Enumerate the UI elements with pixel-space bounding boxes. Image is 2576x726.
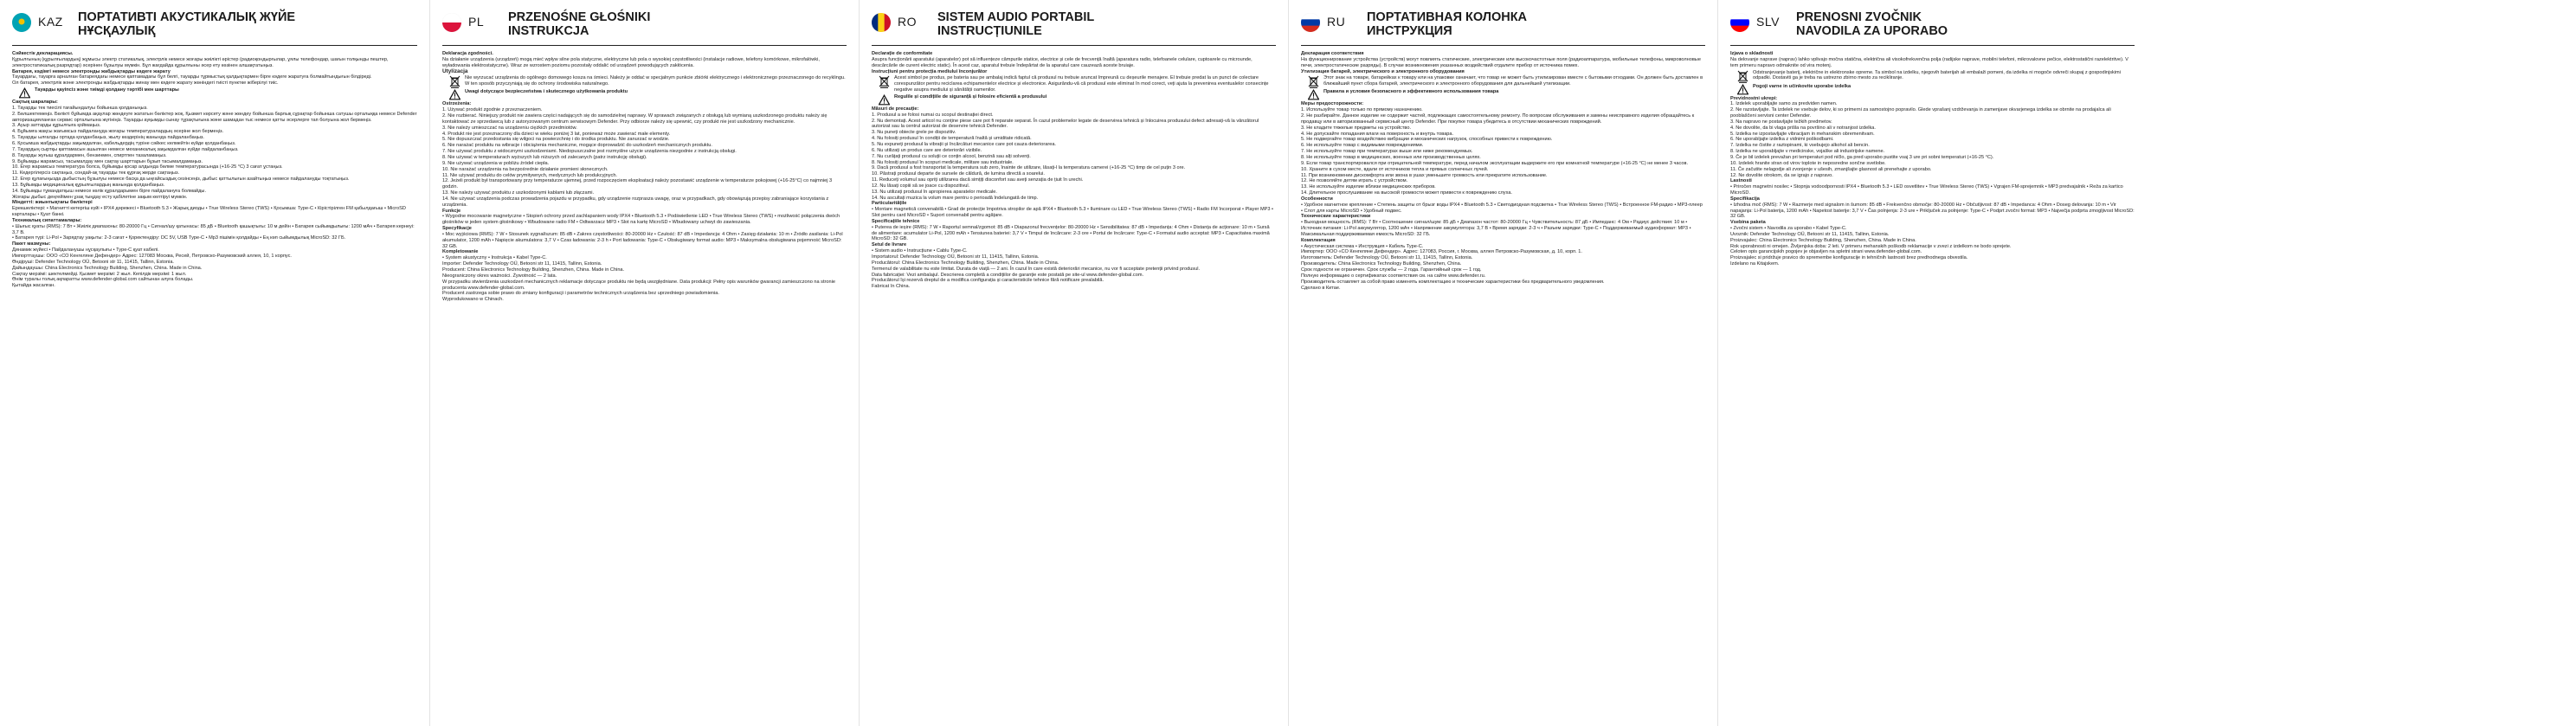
section-heading: Utylizacja	[442, 67, 468, 74]
section-heading: Specifikacija	[1730, 196, 1760, 202]
column-header	[1301, 10, 1705, 46]
flag-badge	[1301, 13, 1320, 32]
section-heading: Funkcje	[442, 208, 461, 214]
warning-icon	[879, 94, 890, 106]
body-paragraph: Динамик жүйесі • Пайдаланушы нұсқаулығы • Type-C қуат кабелі.	[12, 247, 159, 254]
body-paragraph: Ерекшеліктері: • Магнитті көтергіш күйі • IPX4 дәрежесі • Bluetooth 5.3 • Жарық диоды • True Wireless Stereo (TWS) • Қосымша: Type-C • Кірістірілген FM қабылдағыш • MicroSD карталары • Қуат банкі.	[12, 206, 406, 218]
body-paragraph: 4. Produkt nie jest przeznaczony dla dzieci w wieku poniżej 3 lat, ponieważ może zawierać małe elementy.	[442, 131, 671, 137]
disposal-text: Nie wyrzucać urządzenia do ogólnego domowego kosza na śmieci. Należy je oddać w specjalnym punkcie zbiórki elektrycznego i elektronicznego przeznaczonego do recyklingu. W ten sposób przyczyniają się do ochrony środowiska naturalnego.	[465, 75, 846, 87]
body-paragraph: • Zvočni sistem • Navodila za uporabo • Kabel Type-C.	[1730, 226, 1847, 232]
body-paragraph: 4. Ne dovolite, da bi vlaga prišla na površino ali v notranjost izdelka.	[1730, 125, 1876, 131]
warning-icon	[1737, 84, 1748, 95]
body-paragraph: 12. Nu lăsați copiii să se joace cu dispozitivul.	[872, 183, 970, 189]
section-heading: Specificațiile tehnice	[872, 218, 920, 224]
section-heading: Ostrzeżenia:	[442, 101, 472, 107]
language-code: RU	[1327, 15, 1346, 29]
warning-icon	[19, 87, 30, 99]
body-paragraph: 7. Nie używać produktu z widocznymi uszkodzeniami. Niedopuszczalne jest rozmyślne użycie urządzenia niezgodnie z instrukcją obsługi.	[442, 149, 737, 155]
body-paragraph: 5. Izdelka ne izpostavljajte vibracijam in mehanskim obremenitvam.	[1730, 131, 1875, 137]
body-paragraph: • Moc wyjściowa (RMS): 7 W • Stosunek sygnał/szum: 85 dB • Zakres częstotliwości: 80-20000 Hz • Czułość: 87 dB • Impedancja: 4 Ohm • Zasięg działania: 10 m • Źródło zasilania: Li-Pol akumulator, 1200 mAh • Napięcie akumulatora: 3,7 V • Czas ładowania: 2-3 h • Port ładowania: Type-C • Obsługiwany format audio: MP3 • Maksymalna obsługiwana pojemność MicroSD: 32 GB.	[442, 231, 843, 249]
body-paragraph: 13. Не используйте изделие вблизи медицинских приборов.	[1301, 184, 1436, 190]
body-paragraph: 11. Če začutite nelagodje ali zvonjenje v ušesih, zmanjšajte glasnost ali prenehajte z uporabo.	[1730, 166, 1932, 172]
warning-heading: Regulile și condițiile de siguranță și folosire eficientă a produsului	[894, 93, 1047, 100]
body-paragraph: 4. Бұйымға жақсы жағымсыз пайдалануда жоғары температуралардың әсеріне жол бермеңіз.	[12, 129, 224, 135]
body-paragraph: 4. Nu folosiți produsul în condiții de temperatură înaltă și umiditate ridicată.	[872, 136, 1032, 142]
body-paragraph: Тауардағы, тауарға арналған батареядағы немесе қаптамадағы бұл белгі, тауарды тұрмыстық қалдықтармен бірге кәдеге жаратуға болмайтындығын білдіреді.	[12, 74, 372, 80]
crossed-bin-icon	[879, 75, 890, 88]
disposal-row	[1730, 70, 2135, 83]
body-paragraph: Сақтау мерзімі: шектелмейді. Қызмет мерзімі: 2 жыл. Кепілдік мерзімі: 1 жыл.	[12, 271, 187, 277]
body-paragraph: 7. Не используйте товар при температурах выше или ниже рекомендуемых.	[1301, 149, 1473, 155]
body-paragraph: • Шығыс қуаты (RMS): 7 Вт • Жиілік диапазоны: 80-20000 Гц • Сигнал/шу қатынасы: 85 дБ • Bluetooth қашықтығы: 10 м дейін • Батарея сыйымдылығы: 1200 мАч • Батарея кернеуі: 3,7 В.	[12, 223, 415, 235]
crossed-bin-icon	[1737, 70, 1748, 83]
body-paragraph: 6. Ne uporabljajte izdelka z vidnimi poškodbami.	[1730, 137, 1834, 143]
section-heading: Măsuri de precauție:	[872, 106, 919, 112]
body-paragraph: 12. Jeżeli produkt był transportowany przy temperaturze ujemnej, przed rozpoczęciem eksploatacji należy pozostawić urządzenie w temperaturze pokojowej (+16-25°C) co najmniej 3 godzin.	[442, 178, 833, 190]
language-code: KAZ	[38, 15, 63, 29]
language-code: RO	[898, 15, 917, 29]
body-paragraph: 1. Тауарды тек тиесілі тағайындалуы бойынша қолданыңыз.	[12, 105, 148, 111]
body-paragraph: Срок годности не ограничен. Срок службы — 2 года. Гарантийный срок — 1 год.	[1301, 267, 1482, 273]
body-paragraph: Жоғары дыбыс деңгейімен ұзақ тыңдау есту қабілетіне зақым келтіруі мүмкін.	[12, 194, 188, 200]
flag-icon	[442, 13, 461, 32]
warning-icon	[449, 89, 460, 100]
section-heading: Сақтық шаралары:	[12, 100, 58, 106]
body-paragraph: 9. Бұйымды жарамсыз, тасымалдау мен сақтау шарттарын бұзып тасымалдамаңыз.	[12, 158, 203, 164]
body-paragraph: Rok uporabnosti ni omejen. Življenjska doba: 2 leti. V primeru mehanskih poškodb reklamacije v zvezi z izdelkom ne bodo sprejete.	[1730, 243, 2012, 249]
body-paragraph: Producătorul își rezervă dreptul de a modifica configurația și caracteristicile tehnice fără notificare prealabilă.	[872, 278, 1104, 284]
section-heading: Декларация соответствия	[1301, 51, 1364, 56]
body-paragraph: Proizvajalec: China Electronics Technology Building, Shenzhen, China. Made in China.	[1730, 237, 1916, 243]
body-paragraph: 11. Reduceți volumul sau opriți utilizarea dacă simțiți disconfort sau aveți senzația de țiuit în urechi.	[872, 177, 1084, 183]
body-paragraph: • Sistem audio • Instrucțiune • Cablu Type-C.	[872, 248, 968, 254]
body-paragraph: Importatorul: Defender Technology OÜ, Betooni str 11, 11415, Tallinn, Estonia.	[872, 254, 1040, 260]
body-paragraph: 3. Nu puneți obiecte grele pe dispozitiv.	[872, 130, 956, 136]
body-paragraph: 6. Қосымша жабдықтарды зақымдалған, кабельдердің түріне сәйкес келмейтін күйде қолданбаңыз.	[12, 140, 236, 146]
title-block	[1796, 10, 2135, 38]
body-paragraph: 5. Тауарды ылғалды ортада қолданбаңыз, жылу көздерінің жанында пайдаланбаңыз.	[12, 135, 204, 141]
column-body	[442, 51, 847, 303]
section-heading: Instrucțiuni pentru protecția mediului înconjurător	[872, 68, 988, 74]
body-paragraph: Полную информацию о сертификатах соответствия см. на сайте www.defender.ru.	[1301, 273, 1486, 279]
language-column	[429, 0, 859, 726]
column-title: SISTEM AUDIO PORTABIL	[937, 10, 1095, 24]
body-paragraph: 3. Ауыр заттарды құрылғыға қоймаңыз.	[12, 123, 101, 129]
body-paragraph: Producent: China Electronics Technology Building, Shenzhen, China. Made in China.	[442, 267, 625, 273]
column-title: ПОРТАТИВНАЯ КОЛОНКА	[1367, 10, 1528, 24]
disposal-row	[872, 75, 1276, 93]
warning-row	[1301, 89, 1705, 100]
warning-heading: Правила и условия безопасного и эффективного использования товара	[1323, 89, 1499, 95]
language-column	[1288, 0, 1717, 726]
body-paragraph: 2. Не разбирайте. Данное изделие не содержит частей, подлежащих самостоятельному ремонту. По вопросам обслуживания и замены неисправного изделия обращайтесь к продавцу или в авторизованный сервисный центр Defender. При покупке товара убедитесь в отсутствии механических повреждений.	[1301, 113, 1695, 125]
body-paragraph: 11. Nie używać produktu do celów prymitywnych, medycznych lub produkcyjnych.	[442, 172, 617, 178]
body-paragraph: 8. Тауарды жуғыш құралдармен, бензинмен, спиртпен тазаламаңыз.	[12, 152, 167, 158]
column-subtitle: INSTRUKCJA	[508, 24, 589, 38]
body-paragraph: Termenul de valabilitate nu este limitat. Durata de viață — 2 ani. În cazul în care există deteriorări mecanice, nu vor fi acceptate pretenții privind produsul.	[872, 266, 1201, 272]
section-heading: Сәйкестік декларациясы.	[12, 51, 74, 56]
body-paragraph: 8. Не используйте товар в медицинских, военных или производственных целях.	[1301, 154, 1481, 160]
section-heading: Particularitățile	[872, 201, 907, 207]
disposal-row	[1301, 75, 1705, 88]
section-heading: Vsebina paketa	[1730, 220, 1766, 226]
column-body	[1730, 51, 2135, 267]
body-paragraph: Импортер: ООО «СО Кенгеляне Дефендер». Адрес: 127083, Россия, г. Москва, аллея Петровско-Разумовская, д. 10, корп. 1.	[1301, 249, 1582, 255]
language-column	[1717, 0, 2147, 726]
body-paragraph: • Акустическая система • Инструкция • Кабель Type-C.	[1301, 243, 1424, 249]
language-column	[859, 0, 1288, 726]
body-paragraph: 8. Nie używać w temperaturach wyższych lub niższych od zalecanych (patrz instrukcję obsługi).	[442, 154, 647, 160]
column-body	[12, 51, 417, 289]
body-paragraph: Data fabricației: Vezi ambalajul. Descrierea completă a condițiilor de garanție este postată pe site-ul www.defender-global.com.	[872, 272, 1144, 278]
column-header	[12, 10, 417, 46]
warning-row	[1730, 84, 2135, 95]
body-paragraph: 10. Егер жарамсыз температура болса, бұйымды қосар алдында бөлме температурасында (+16-25 °C) 3 сағат ұстаңыз.	[12, 164, 283, 170]
body-paragraph: 8. Izdelka ne uporabljajte v medicinske, vojaške ali industrijske namene.	[1730, 149, 1885, 155]
section-heading: Техникалық сипаттамалары:	[12, 217, 82, 223]
body-paragraph: 13. Nu utilizați produsul în apropierea aparatelor medicale.	[872, 189, 997, 195]
body-paragraph: Производитель оставляет за собой право изменять комплектацию и технические характеристики без предварительного уведомления.	[1301, 279, 1605, 285]
body-paragraph: Сделано в Китае.	[1301, 285, 1341, 291]
body-paragraph: 11. Кедергілерсіз сақтаңыз, сондай-ақ тауарды тек құрғақ жерде сақтаңыз.	[12, 170, 180, 177]
body-paragraph: 2. Nie rozbierać. Niniejszy produkt nie zawiera części nadających się do samodzielnej naprawy. W sprawach związanych z obsługą lub wymianą uszkodzonego produktu należy się kontaktować ze sprzedawcą lub z autoryzowanym centrum serwisowym Defender. Przy odbiorze należy się upewnić, czy produkt nie jest uszkodzony mechanicznie.	[442, 113, 828, 125]
body-paragraph: 6. Nie narażać produktu na wibracje i obciążenia mechaniczne, mogące doprowadzić do uszkodzeń mechanicznych produktu.	[442, 143, 712, 149]
section-heading: Declarație de conformitate	[872, 51, 933, 56]
title-block	[1367, 10, 1705, 38]
body-paragraph: Өнім туралы толық ақпаратты www.defender-global.com сайтынан алуға болады.	[12, 277, 194, 283]
body-paragraph: 2. Бөлшектемеңіз. Бөлікті бұйымда ақаулар жөндеуге жататын бөліктер жоқ. Қызмет көрсету және жөндеу бойынша барлық сұрақтар бойынша сатушы орталыққа немесе Defender авторизацияланған сервис орталығына жүгініңіз. Тауарды ауқымды сынау тұрақтығына және шамадан тыс немесе қатты әсерлерге тап болуына жол бермеңіз.	[12, 111, 417, 123]
body-paragraph: 1. Używać produkt zgodnie z przeznaczeniem.	[442, 107, 543, 113]
body-paragraph: 1. Izdelek uporabljajte samo za predviden namen.	[1730, 101, 1838, 107]
body-paragraph: Izdelano na Kitajskem.	[1730, 261, 1780, 267]
body-paragraph: 7. Тауардың сыртқы қаптамасын ашылған немесе механикалық зақымдалған күйде пайдаланбаңыз.	[12, 146, 239, 152]
section-heading: Пакет мазмұны:	[12, 241, 51, 247]
warning-heading: Тауарды қауіпсіз және тиімді қолдану тәртібі мен шарттары	[35, 87, 179, 93]
body-paragraph: • Выходная мощность (RMS): 7 Вт • Соотношение сигнал/шум: 85 дБ • Диапазон частот: 80-20000 Гц • Чувствительность: 87 дБ • Импеданс: 4 Ом • Радиус действия: 10 м • Источник питания: Li-Pol аккумулятор, 1200 мАч • Напряжение аккумулятора: 3,7 В • Время зарядки: 2-3 ч • Разъем зарядки: Type-C • Поддерживаемый аудиоформат: MP3 • Максимальная поддерживаемая емкость MicroSD: 32 ГБ.	[1301, 220, 1691, 237]
body-paragraph: 10. Nie narażać urządzenia na bezpośrednie działanie promieni słonecznych.	[442, 166, 609, 172]
body-paragraph: 12. Не позволяйте детям играть с устройством.	[1301, 178, 1408, 184]
body-paragraph: 11. При возникновении дискомфорта или звона в ушах уменьшите громкость или прекратите использование.	[1301, 172, 1548, 178]
body-paragraph: 1. Produsul a se folosi numai cu scopul destinației direct.	[872, 112, 994, 118]
warning-icon	[1308, 89, 1319, 100]
body-paragraph: • System akustyczny • Instrukcja • Kabel Type-C.	[442, 255, 547, 261]
body-paragraph: Құрылғының (құрылғылардың) жұмысы электр статикалық, электрлік немесе жоғары жиілікті өрістер (радиоқондырғылар, ұялы телефондар, шағын толқынды пештер, электростатикалық разрядтар) әсерінен бұзылуы мүмкін. Бұл жағдайда құрылғыны әсер ету көзінен алшақтатыңыз.	[12, 56, 389, 68]
body-paragraph: 12. Ne dovolite otrokom, da se igrajo z napravo.	[1730, 172, 1833, 178]
title-block	[508, 10, 847, 38]
body-paragraph: Nieograniczony okres ważności. Żywotność — 2 lata.	[442, 273, 557, 279]
body-paragraph: 7. Izdelka ne čistite z raztopinami, ki vsebujejo alkohol ali bencin.	[1730, 143, 1870, 149]
body-paragraph: • Montare magnetică convenabilă • Grad de protecție împotriva stropilor de apă IPX4 • Bluetooth 5.3 • Iluminare cu LED • True Wireless Stereo (TWS) • Radio FM încorporat • Player MP3 • Slot pentru card MicroSD • Suport convenabil pentru agățare.	[872, 207, 1273, 219]
flag-badge	[12, 13, 31, 32]
body-paragraph: 14. Nu ascultați muzica la volum mare pentru o perioadă îndelungată de timp.	[872, 195, 1039, 201]
body-paragraph: 4. Не допускайте попадания влаги на поверхность и внутрь товара.	[1301, 131, 1454, 137]
body-paragraph: Дайындаушы: China Electronics Technology Building, Shenzhen, China. Made in China.	[12, 265, 203, 271]
body-paragraph: 13. Nie należy używać produktu z uszkodzonymi kablami lub złączami.	[442, 190, 595, 196]
column-title: ПОРТАТИВТІ АКУСТИКАЛЫҚ ЖҮЙЕ	[78, 10, 296, 24]
disposal-text: Acest simbol pe produs, pe bateria sau pe ambalaj indică faptul că produsul nu trebuie aruncat împreună cu deșeurile menajere. El trebuie predat la un punct de colectare corespunzător pentru reciclarea echipamentelor electrice și electronice. Asigurându-vă că produsul este eliminat în mod corect, veți ajuta la prevenirea eventualelor consecințe negative asupra mediului și sănătății oamenilor.	[894, 75, 1269, 93]
body-paragraph: Asupra funcționării aparatului (aparatelor) pot să influențeze câmpurile statice, electrice și cele de frecvență înaltă (aparatura radio, telefoanele celulare, cuptoarele cu microunde, descărcările de curent electric static). În acest caz, aparatul trebuie îndepărtat de la aparatul care cauzează aceste bruiaje.	[872, 56, 1253, 68]
body-paragraph: 6. Не используйте товар с видимыми повреждениями.	[1301, 143, 1424, 149]
warning-heading: Pogoji varne in učinkovite uporabe izdelka	[1753, 83, 1852, 89]
column-header	[872, 10, 1276, 46]
section-heading: Батарея, кәдімгі немесе электронды жабдықтарды кәдеге жарату	[12, 68, 171, 74]
section-heading: Specyfikacje	[442, 226, 472, 232]
title-block	[78, 10, 417, 38]
body-paragraph: Na działanie urządzenia (urządzeń) mogą mieć wpływ silne pola statyczne, elektryczne lub pola o wysokiej częstotliwości (instalacje radiowe, telefony komórkowe, mikrofalówki, wyładowania elektrostatyczne). Wraz ze wzrostem poziomu pozostały oddalić od urządzeń powodujących zakłócenia.	[442, 56, 820, 68]
body-paragraph: • Батарея түрі: Li-Pol • Зарядтау уақыты: 2-3 сағат • Қоректендіру: DC 5V, USB Type-C • Mp3 пішімін қолдайды • Ең көп сыйымдылық MicroSD: 32 ГБ.	[12, 235, 346, 241]
body-paragraph: 13. Бұйымды медициналық құрылғылардың жанында қолданбаңыз.	[12, 182, 165, 188]
body-paragraph: 2. Ne razstavljajte. Ta izdelek ne vsebuje delov, ki so primerni za samostojno popravilo. Glede vprašanj vzdrževanja in zamenjave okvarjenega izdelka se obrnite na prodajalca ali pooblaščeni servisni center Defender.	[1730, 107, 2111, 119]
column-subtitle: INSTRUCȚIUNILE	[937, 24, 1042, 38]
title-block	[937, 10, 1276, 38]
crossed-bin-icon	[449, 75, 460, 88]
body-paragraph: Қытайда жасалған.	[12, 283, 55, 289]
body-paragraph: 5. Nie dopuszczać przedostania się wilgoci na powierzchnię i do środka produktu. Nie zanurzać w wodzie.	[442, 137, 670, 143]
disposal-text: Odstranjevanje baterij, električne in elektronske opreme. Ta simbol na izdelku, njegovih baterijah ali embalaži pomeni, da izdelka ni mogoče odvreči skupaj z gospodinjskimi odpadki. Dostaviti ga je treba na ustrezno zbirno mesto za recikliranje.	[1753, 69, 2121, 81]
flag-badge	[442, 13, 461, 32]
body-paragraph: 14. Длительное прослушивание на высокой громкости может привести к повреждению слуха.	[1301, 190, 1512, 196]
flag-badge	[1730, 13, 1749, 32]
body-paragraph: 3. Na napravo ne postavljajte težkih predmetov.	[1730, 119, 1832, 125]
column-body	[872, 51, 1276, 290]
body-paragraph: 5. Nu expuneți produsul la vibrații și încărcături mecanice care pot cauza deteriorarea.	[872, 141, 1056, 147]
flag-icon	[872, 13, 891, 32]
body-paragraph: W przypadku stwierdzenia uszkodzeń mechanicznych reklamacje dotyczące produktu nie będą uwzględniane. Data produkcji: Pełny opis warunków gwarancji zamieszczono na stronie producenta www.defender-global.com.	[442, 279, 835, 291]
flag-icon	[12, 13, 31, 32]
column-body	[1301, 51, 1705, 291]
language-code: SLV	[1756, 15, 1780, 29]
body-paragraph: 10. Храните в сухом месте, вдали от источников тепла и прямых солнечных лучей.	[1301, 166, 1489, 172]
column-title: PRZENOŚNE GŁOŚNIKI	[508, 10, 651, 24]
column-subtitle: NAVODILA ZA UPORABO	[1796, 24, 1948, 38]
body-paragraph: • Удобное магнитное крепление • Степень защиты от брызг воды IPX4 • Bluetooth 5.3 • Светодиодная подсветка • True Wireless Stereo (TWS) • Встроенное FM-радио • MP3-плеер • Слот для карты MicroSD • Удобный подвес.	[1301, 202, 1703, 214]
flag-icon	[1301, 13, 1320, 32]
flag-icon	[1730, 13, 1749, 32]
section-heading: Kompletowanie	[442, 249, 479, 255]
body-paragraph: 10. Izdelek hranite stran od virov toplote in neposredne sončne svetlobe.	[1730, 160, 1886, 166]
section-heading: Lastnosti	[1730, 178, 1752, 184]
language-column	[0, 0, 429, 726]
body-paragraph: • Wygodne mocowanie magnetyczne • Stopień ochrony przed zachlapaniem wody IPX4 • Bluetooth 5.3 • Podświetlenie LED • True Wireless Stereo (TWS) • możliwość połączenia dwóch głośników w jeden system głośnikowy • Wbudowane radio FM • Odtwarzacz MP3 • Slot na kartę MicroSD • Wbudowany uchwyt do zawieszania.	[442, 214, 840, 226]
language-code: PL	[468, 15, 485, 29]
column-header	[1730, 10, 2135, 46]
warning-row	[12, 87, 417, 99]
body-paragraph: Producent zastrzega sobie prawo do zmiany konfiguracji i parametrów technicznych urządzenia bez uprzedniego powiadomienia.	[442, 291, 719, 297]
warning-row	[872, 94, 1276, 106]
disposal-row	[442, 75, 847, 88]
column-subtitle: ИНСТРУКЦИЯ	[1367, 24, 1452, 38]
body-paragraph: • Izhodna moč (RMS): 7 W • Razmerje med signalom in šumom: 85 dB • Frekvenčno območje: 80-20000 Hz • Občutljivost: 87 dB • Impedanca: 4 Ohm • Doseg delovanja: 10 m • Vir napajanja: Li-Pol baterija, 1200 mAh • Napetost baterije: 3,7 V • Čas polnjenja: 2-3 ure • Priključek za polnjenje: Type-C • Podprt zvočni format: MP3 • Največja podprta zmogljivost MicroSD: 32 GB.	[1730, 202, 2135, 220]
body-paragraph: Na delovanje naprave (naprav) lahko vplivajo močna statična, električna ali visokofrekvenčna polja (radijske naprave, mobilni telefoni, mikrovalovne pečice, elektrostatični razelektritve). V tem primeru napravo odmaknite od vira motenj.	[1730, 56, 2128, 68]
body-paragraph: Ол батарея, электрлік және электронды жабдықтарды жинау мен кәдеге жарату жөніндегі тиісті пунктке жіберілуі тиіс.	[12, 80, 279, 87]
section-heading: Міндетті: жиынтықтағы бөліктері	[12, 200, 93, 206]
section-heading: Izjava o skladnosti	[1730, 51, 1774, 56]
body-paragraph: 10. Păstrați produsul departe de sursele de căldură, de lumina directă a soarelui.	[872, 171, 1045, 177]
body-paragraph: • Priročen magnetni nosilec • Stopnja vodoodpornosti IPX4 • Bluetooth 5.3 • LED osvetlitev • True Wireless Stereo (TWS) • Vgrajen FM-sprejemnik • MP3 predvajalnik • Reža za kartico MicroSD.	[1730, 184, 2123, 196]
warning-row	[442, 89, 847, 100]
disposal-text: Этот знак на товаре, батарейках к товару или на упаковке означает, что товар не может быть утилизирован вместе с бытовыми отходами. Он должен быть доставлен в ближайший пункт сбора батарей, электрического и электронного оборудования для дальнейшей утилизации.	[1323, 75, 1703, 87]
warning-heading: Uwagi dotyczące bezpieczeństwa i skutecznego użytkowania produktu	[465, 89, 628, 95]
body-paragraph: 2. Nu demontați. Acest articol nu conține piese care pot fi reparate separat. În cazul problemelor legate de deservirea tehnică și înlocuirea produsului defect adresați-vă la vânzătorul autorizat sau la centrul autorizat de deservire tehnică Defender.	[872, 118, 1259, 130]
body-paragraph: 5. Не подвергайте товар воздействию вибрации и механических нагрузок, способных привести к повреждению.	[1301, 137, 1553, 143]
body-paragraph: 7. Nu curățați produsul cu soluții ce conțin alcool, benzină sau alți solvenți.	[872, 153, 1031, 159]
body-paragraph: 12. Егер құлағыңызда дыбыстың бұзылуы немесе басқа да ыңғайсыздық сезінсеңіз, дыбыс қаттылығын азайтыңыз немесе пайдалануды тоқтатыңыз.	[12, 177, 350, 183]
body-paragraph: Importer: Defender Technology OÜ, Betooni str 11, 11415, Tallinn, Estonia.	[442, 261, 602, 267]
body-paragraph: Импорттаушы: ООО «СО Кенгеляне Дефендер» Адрес: 127083 Москва, Ресей, Петровско-Разумовский аллея, 10, 1 корпус.	[12, 254, 292, 259]
body-paragraph: 9. Dacă produsul a fost transportat la temperatura sub zero, înainte de utilizare, lăsați-l la temperatura camerei (+16-25 °C) timp de cel puțin 3 ore.	[872, 165, 1186, 171]
body-paragraph: Өндіруші: Defender Technology OÜ, Betooni str 11, 11415, Tallinn, Estonia.	[12, 259, 174, 265]
section-heading: Меры предосторожности:	[1301, 101, 1364, 107]
section-heading: Previdnostni ukrepi:	[1730, 95, 1778, 101]
body-paragraph: 6. Nu utilizați un produs care are deteriorări vizibile.	[872, 147, 982, 153]
section-heading: Технические характеристики	[1301, 214, 1371, 220]
section-heading: Особенности	[1301, 196, 1333, 202]
body-paragraph: 1. Используйте товар только по прямому назначению.	[1301, 107, 1423, 113]
section-heading: Deklaracja zgodności.	[442, 51, 493, 56]
body-paragraph: Производитель: China Electronics Technology Building, Shenzhen, China.	[1301, 261, 1462, 267]
body-paragraph: 3. Nie należy umieszczać na urządzeniu ciężkich przedmiotów.	[442, 125, 577, 131]
body-paragraph: 14. Бұйымды тұмандатқыш немесе көлік құралдарымен бірге пайдалануға болмайды.	[12, 188, 206, 194]
section-heading: Комплектация	[1301, 237, 1336, 243]
body-paragraph: 14. Nie używać urządzenia podczas prowadzenia pojazdu w przypadku, gdy urządzenie rozprasza uwagę, oraz w przypadkach, gdy obowiązują przepisy zabraniające korzystania z urządzenia.	[442, 196, 829, 208]
column-header	[442, 10, 847, 46]
body-paragraph: Proizvajalec si pridržuje pravico do spremembe konfiguracije in tehničnih lastnosti brez predhodnega obvestila.	[1730, 255, 1968, 261]
flag-badge	[872, 13, 891, 32]
body-paragraph: 8. Nu folosiți produsul în scopuri medicale, militare sau industriale.	[872, 159, 1014, 165]
body-paragraph: 3. Не кладите тяжелые предметы на устройство.	[1301, 125, 1411, 131]
crossed-bin-icon	[1308, 75, 1319, 88]
body-paragraph: 9. Nie używać urządzenia w pobliżu źródeł ciepła.	[442, 160, 550, 166]
body-paragraph: Wyprodukowano w Chinach.	[442, 297, 504, 303]
body-paragraph: • Puterea de ieșire (RMS): 7 W • Raportul semnal/zgomot: 85 dB • Diapazonul frecvențelor: 80-20000 Hz • Sensibilitatea: 87 dB • Impedanța: 4 Ohm • Distanța de acționare: 10 m • Sursă de alimentare: acumulator Li-Pol, 1200 mAh • Tensiunea bateriei: 3,7 V • Timpul de încărcare: 2-3 ore • Portul de încărcare: Type-C • Formatul audio acceptat: MP3 • Capacitatea maximă MicroSD: 32 GB.	[872, 224, 1270, 242]
body-paragraph: 9. Если товар транспортировался при отрицательной температуре, перед началом эксплуатации выдержите его при комнатной температуре (+16-25 °C) не менее 3 часов.	[1301, 160, 1689, 166]
body-paragraph: Изготовитель: Defender Technology OÜ, Betooni str 11, 11415, Tallinn, Estonia.	[1301, 255, 1473, 261]
body-paragraph: 9. Če je bil izdelek prevažan pri temperaturi pod ničlo, ga pred uporabo pustite vsaj 3 ure pri sobni temperaturi (+16-25 °C).	[1730, 154, 1994, 160]
body-paragraph: Celoten opis garancijskih pogojev je objavljen na spletni strani www.defender-global.com.	[1730, 249, 1922, 255]
section-heading: Setul de livrare	[872, 242, 907, 248]
body-paragraph: Fabricat în China.	[872, 284, 911, 290]
body-paragraph: На функционирование устройства (устройств) могут повлиять статические, электрические или высокочастотные поля (радиоаппаратура, мобильные телефоны, микроволновые печи, электростатические разряды). В случае возникновения указанных воздействий отдалите прибор от источника помех.	[1301, 56, 1701, 68]
body-paragraph: Uvoznik: Defender Technology OÜ, Betooni str 11, 11415, Tallinn, Estonia.	[1730, 231, 1890, 237]
column-title: PRENOSNI ZVOČNIK	[1796, 10, 1922, 24]
column-subtitle: НҰСҚАУЛЫҚ	[78, 24, 156, 38]
section-heading: Утилизация батарей, электрического и электронного оборудования	[1301, 68, 1465, 74]
body-paragraph: Producătorul: China Electronics Technology Building, Shenzhen, China. Made in China.	[872, 260, 1059, 266]
